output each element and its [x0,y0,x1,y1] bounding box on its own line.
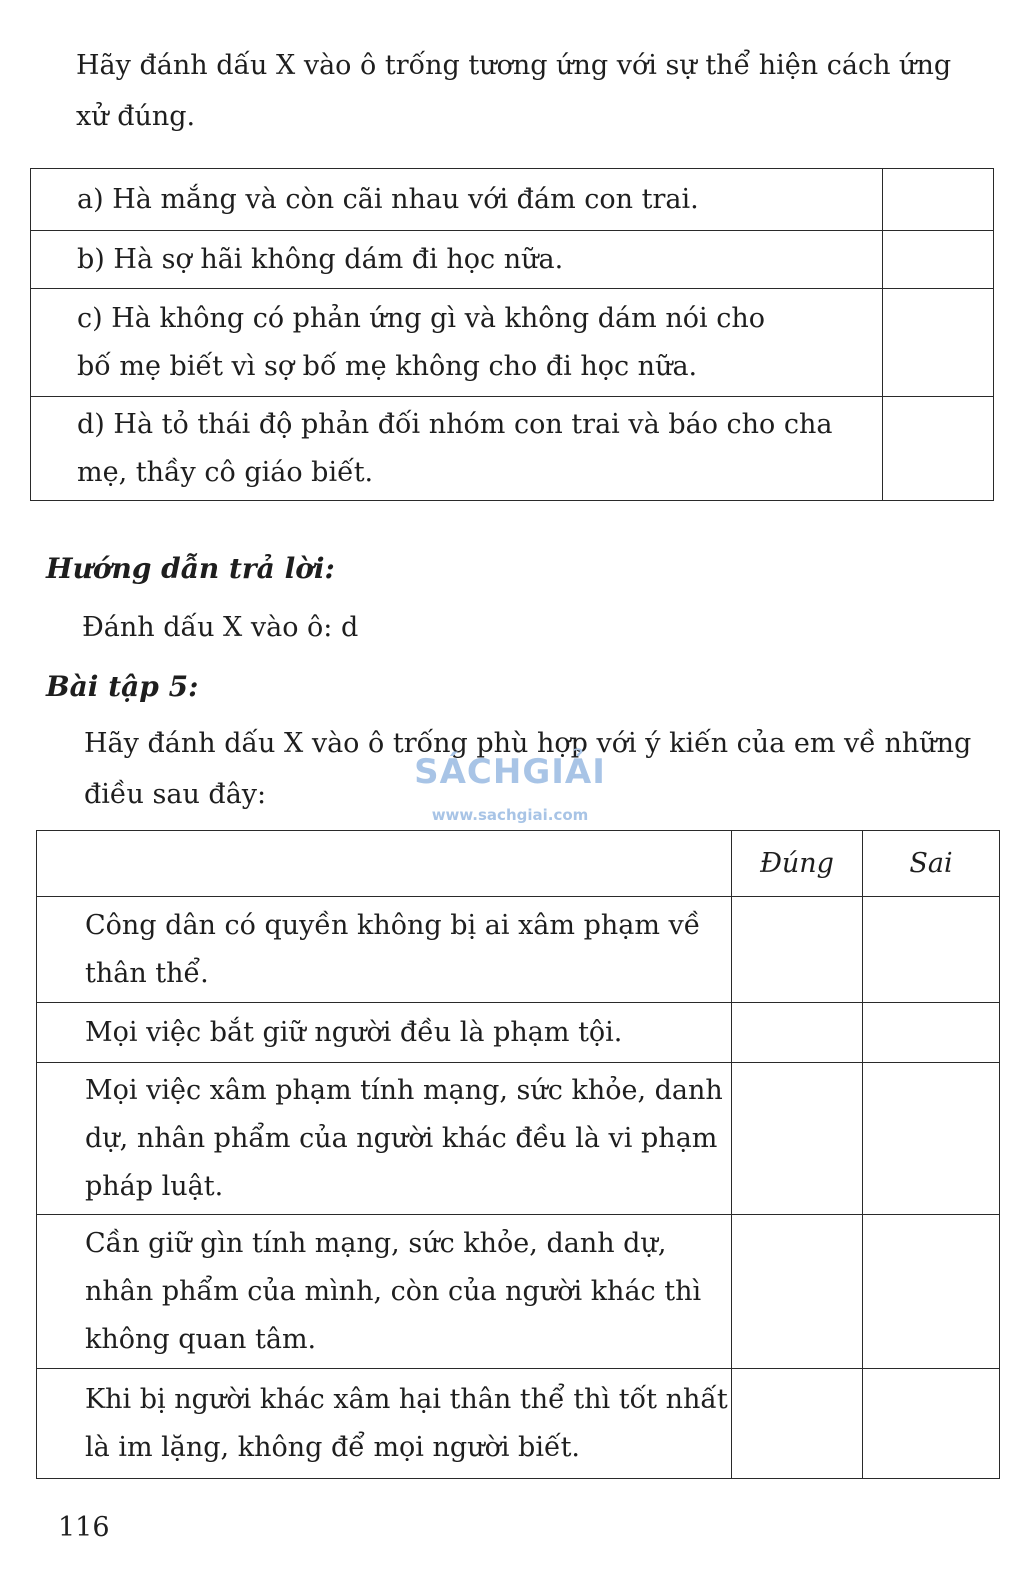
table-cell: Công dân có quyền không bị ai xâm phạm về thân thể. [37,897,732,1003]
table-row [37,1063,1000,1215]
table-cell: a) Hà mắng và còn cãi nhau với đám con trai. [31,169,883,231]
intro-paragraph: Hãy đánh dấu X vào ô trống tương ứng với sự thể hiện cách ứng xử đúng. [76,50,952,132]
watermark-url: www.sachgiai.com [431,806,589,824]
header-sai: Sai [863,831,1000,897]
dung-checkbox[interactable] [732,1063,863,1215]
behavior-table [30,168,994,501]
table-cell: Mọi việc xâm phạm tính mạng, sức khỏe, danh dự, nhân phẩm của người khác đều là vi phạm pháp luật. [37,1063,732,1215]
table-row [37,1215,1000,1369]
table-row [37,1369,1000,1479]
checkbox-cell[interactable] [883,231,994,289]
dung-checkbox[interactable] [732,1369,863,1479]
header-dung: Đúng [732,831,863,897]
table-cell: c) Hà không có phản ứng gì và không dám nói cho bố mẹ biết vì sợ bố mẹ không cho đi học nữa. [31,289,883,397]
watermark [410,752,610,824]
table-cell: b) Hà sợ hãi không dám đi học nữa. [31,231,883,289]
checkbox-cell[interactable] [883,289,994,397]
watermark-logo: SÁCHGIẢI [414,752,606,792]
table-row [37,897,1000,1003]
table-cell: Khi bị người khác xâm hại thân thể thì tốt nhất là im lặng, không để mọi người biết. [37,1369,732,1479]
table-row [31,169,994,231]
dung-checkbox[interactable] [732,1003,863,1063]
sai-checkbox[interactable] [863,1215,1000,1369]
table-header-row [37,831,1000,897]
table-cell: Mọi việc bắt giữ người đều là phạm tội. [37,1003,732,1063]
checkbox-cell[interactable] [883,169,994,231]
checkbox-cell[interactable] [883,397,994,501]
exercise-intro: Hãy đánh dấu X vào ô trống phù hợp với ý kiến của em về những điều sau đây: [84,728,972,810]
sai-checkbox[interactable] [863,1369,1000,1479]
answer-text: Đánh dấu X vào ô: d [82,612,359,643]
table-header-cell [37,831,732,897]
sai-checkbox[interactable] [863,897,1000,1003]
dung-checkbox[interactable] [732,897,863,1003]
table-row [37,1003,1000,1063]
opinion-table [36,830,1000,1479]
dung-checkbox[interactable] [732,1215,863,1369]
sai-checkbox[interactable] [863,1063,1000,1215]
sai-checkbox[interactable] [863,1003,1000,1063]
page-number: 116 [58,1512,110,1543]
table-row [31,231,994,289]
table-row [31,397,994,501]
table-cell: d) Hà tỏ thái độ phản đối nhóm con trai và báo cho cha mẹ, thầy cô giáo biết. [31,397,883,501]
table-row [31,289,994,397]
answer-heading: Hướng dẫn trả lời: [46,552,335,585]
table-cell: Cần giữ gìn tính mạng, sức khỏe, danh dự, nhân phẩm của mình, còn của người khác thì không quan tâm. [37,1215,732,1369]
exercise-heading: Bài tập 5: [46,670,199,703]
